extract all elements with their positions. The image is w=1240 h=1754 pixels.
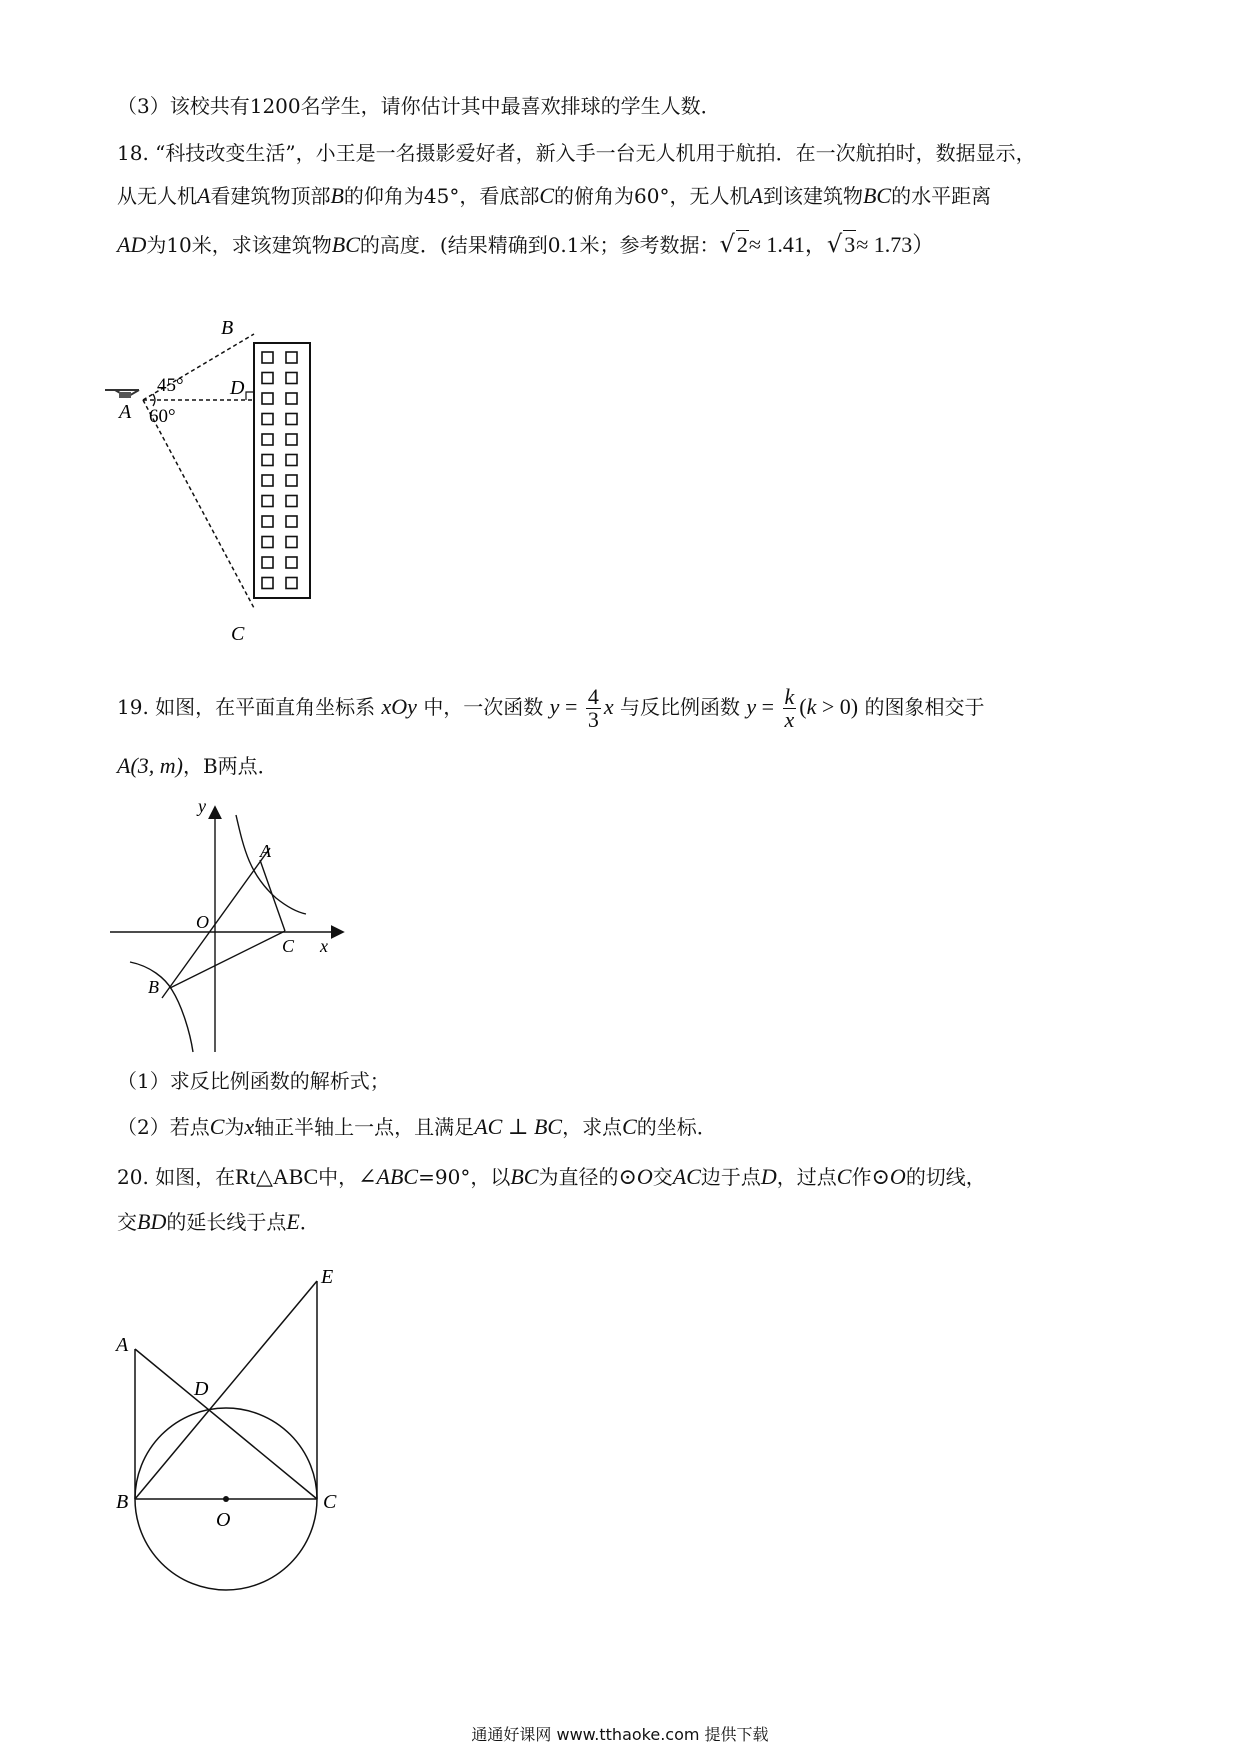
building-window	[286, 352, 297, 363]
q18-line1: 18. “科技改变生活”，小王是一名摄影爱好者，新入手一台无人机用于航拍．在一次航拍时，数据显示，	[117, 141, 1036, 165]
building-window	[286, 557, 297, 568]
q20-label-A: A	[116, 1334, 129, 1356]
q19-label-y: y	[198, 800, 206, 816]
building-window	[262, 537, 273, 548]
building-window	[262, 578, 273, 589]
building-window	[286, 578, 297, 589]
building-window	[262, 373, 273, 384]
q18-angle-60: 60°	[149, 406, 176, 427]
building-window	[262, 393, 273, 404]
building-window	[286, 434, 297, 445]
q18-label-C: C	[231, 623, 245, 645]
q20-line2: 交BD的延长线于点E．	[117, 1209, 320, 1234]
q19-figure	[110, 800, 350, 1055]
q19-label-C: C	[282, 936, 295, 956]
building-window	[262, 557, 273, 568]
q18-line3: AD为10米，求该建筑物BC的高度．(结果精确到0.1米；参考数据：√2≈ 1.41，√3≈ 1.73）	[117, 230, 935, 258]
building-window	[286, 537, 297, 548]
q20-line1: 20. 如图，在Rt△ABC中，∠ABC=90°，以BC为直径的⊙O交AC边于点D，过点C作⊙O的切线，	[117, 1164, 986, 1189]
q19-line2: A(3, m)，B两点．	[117, 753, 278, 778]
q19-label-x: x	[320, 936, 328, 956]
building-window	[286, 516, 297, 527]
building-window	[286, 475, 297, 486]
building-window	[286, 414, 297, 425]
q20-label-C: C	[323, 1491, 337, 1513]
building-window	[262, 455, 273, 466]
q19-label-A: A	[260, 841, 271, 861]
q18-label-D: D	[230, 377, 245, 399]
q19-part1: （1）求反比例函数的解析式；	[117, 1069, 390, 1093]
q18-label-A: A	[119, 401, 132, 423]
q20-label-O: O	[216, 1509, 231, 1531]
q20-label-B: B	[116, 1491, 129, 1513]
q18-figure	[105, 310, 335, 645]
q17-part3: （3）该校共有1200名学生，请你估计其中最喜欢排球的学生人数．	[117, 94, 721, 118]
q20-label-D: D	[194, 1378, 209, 1400]
building-window	[262, 414, 273, 425]
q19-part2: （2）若点C为x轴正半轴上一点，且满足AC ⊥ BC，求点C的坐标．	[117, 1114, 717, 1139]
building-window	[286, 455, 297, 466]
q18-angle-45: 45°	[157, 375, 184, 396]
q18-line2: 从无人机A看建筑物顶部B的仰角为45°，看底部C的俯角为60°，无人机A到该建筑物BC的水平距离	[117, 183, 992, 208]
drone-icon	[105, 390, 139, 398]
page-footer: 通通好课网 www.tthaoke.com 提供下载	[471, 1725, 769, 1744]
q20-label-E: E	[321, 1266, 334, 1288]
q18-label-B: B	[221, 317, 234, 339]
q19-label-B: B	[148, 977, 159, 997]
building-window	[262, 516, 273, 527]
q20-figure	[110, 1265, 350, 1605]
building-window	[262, 434, 273, 445]
building-window	[286, 393, 297, 404]
building-window	[286, 496, 297, 507]
q19-label-O: O	[196, 912, 209, 932]
building-window	[262, 352, 273, 363]
building-window	[262, 475, 273, 486]
building-window	[286, 373, 297, 384]
building-window	[262, 496, 273, 507]
q19-line1: 19. 如图，在平面直角坐标系 xOy 中，一次函数 y = $\frac{4}{3}$ x 与反比例函数 y = $\frac{k}{x}$ (k > 0) 的图象相交于	[117, 684, 985, 732]
